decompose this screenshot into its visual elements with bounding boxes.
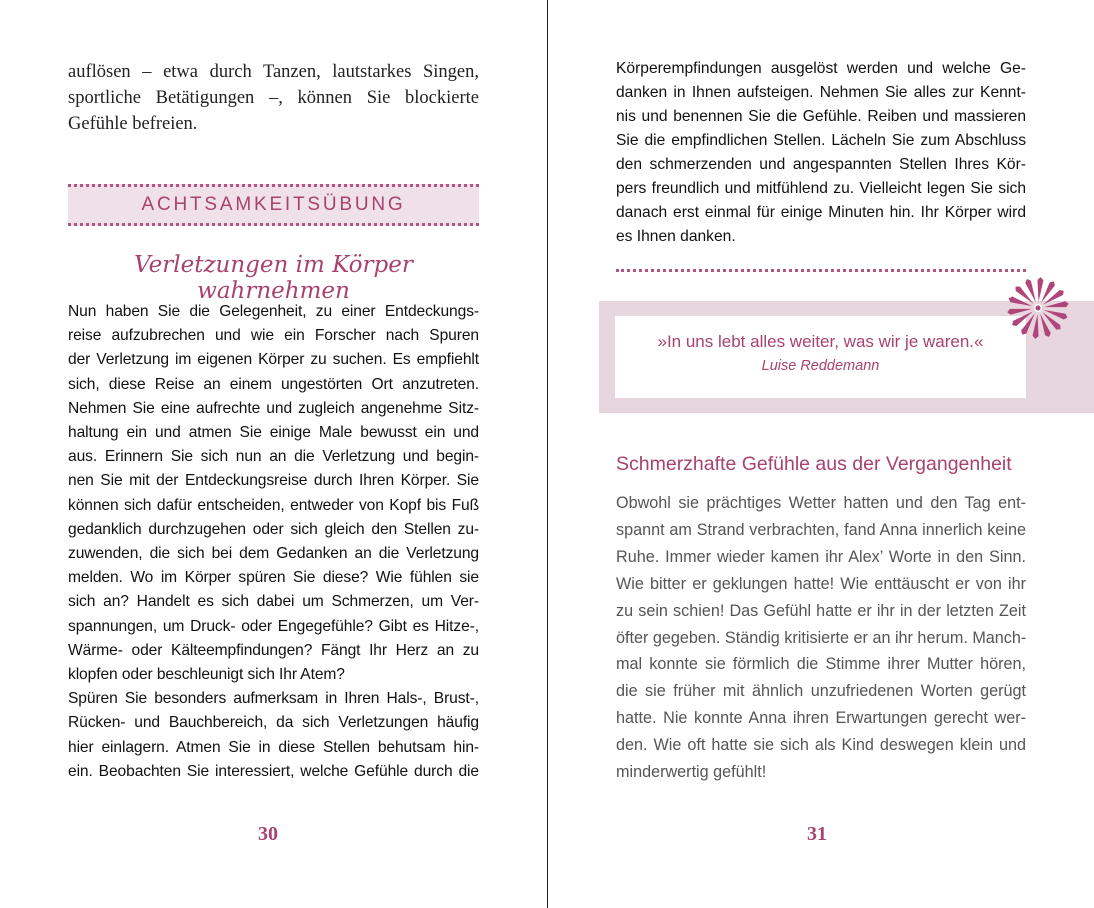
text-line: Obwohl sie prächtiges Wetter hatten und den Tag ent-	[616, 494, 1026, 512]
text-line: melden. Wo im Körper spüren Sie diese? Wie fühlen sie	[68, 569, 479, 587]
flower-icon	[1006, 276, 1070, 340]
text-line: danach erst einmal für einige Minuten hin. Ihr Körper wird	[616, 204, 1026, 221]
quote-text: »In uns lebt alles weiter, was wir je waren.«	[657, 332, 984, 351]
text-line: mal konnte sie förmlich die Stimme ihrer Mutter hören,	[616, 655, 1026, 674]
text-line: aus. Erinnern Sie sich nun an die Verletzung und begin-	[68, 448, 479, 466]
exercise-banner	[68, 184, 479, 226]
text-line: der Verletzung im eigenen Körper zu suchen. Es empfiehlt	[68, 351, 479, 369]
text-line: den schmerzenden und angespannten Stellen Ihres Kör-	[616, 156, 1026, 173]
text-line: die sie früher mit ähnlich unzufriedenen Worten gerügt	[616, 682, 1026, 701]
text-line: Nehmen Sie eine aufrechte und zugleich angenehme Sitz-	[68, 399, 479, 417]
text-line: zuwenden, die sich bei dem Gedanken an die Verletzung	[68, 545, 479, 562]
quote-box	[615, 316, 1026, 398]
page-number-left: 30	[258, 823, 278, 845]
text-line: gedanklich durchzugehen oder sich gleich den Stellen zu-	[68, 520, 479, 538]
section-title: Schmerzhafte Gefühle aus der Vergangenheit	[616, 453, 1012, 475]
text-line: hier einlagern. Atmen Sie in diese Stellen behutsam hin-	[68, 738, 479, 756]
text-line: pers freundlich und mitfühlend zu. Vielleicht legen Sie sich	[616, 180, 1026, 197]
text-line: auflösen – etwa durch Tanzen, lautstarkes Singen,	[68, 62, 479, 82]
text-line: danken in Ihnen aufsteigen. Nehmen Sie alles zur Kennt-	[616, 84, 1026, 101]
text-line: ein. Beobachten Sie interessiert, welche Gefühle durch die	[68, 762, 479, 780]
text-line: nis und benennen Sie die Gefühle. Reiben und massieren	[616, 108, 1026, 125]
text-line: Körperempfindungen ausgelöst werden und welche Ge-	[616, 60, 1026, 77]
text-line: zu sein schien! Das Gefühl hatte er ihr in der letzten Zeit	[616, 601, 1026, 620]
quote-author: Luise Reddemann	[761, 358, 880, 374]
text-line: minderwertig gefühlt!	[616, 763, 767, 781]
text-line: Wie bitter er geklungen hatte! Wie enttäuscht er von ihr	[616, 574, 1026, 593]
text-line: Gefühle befreien.	[68, 114, 198, 134]
text-line: Spüren Sie besonders aufmerksam in Ihren Hals-, Brust-,	[68, 690, 479, 708]
text-line: Sie die empfindlichen Stellen. Lächeln Sie zum Abschluss	[616, 132, 1026, 149]
text-line: klopfen oder beschleunigt sich Ihr Atem?	[68, 666, 345, 683]
dotted-divider	[616, 269, 1026, 272]
text-line: sportliche Betätigungen –, können Sie blockierte	[68, 88, 479, 108]
text-line: spannt am Strand verbrachten, fand Anna innerlich keine	[616, 520, 1026, 539]
text-line: nen Sie mit der Entdeckungsreise durch Ihren Körper. Sie	[68, 472, 479, 490]
text-line: sich an? Handelt es sich dabei um Schmerzen, um Ver-	[68, 593, 479, 611]
text-line: den. Wie oft hatte sie sich als Kind deswegen klein und	[616, 736, 1026, 755]
text-line: haltung ein und atmen Sie einige Male bewusst ein und	[68, 424, 479, 441]
text-line: spannungen, um Druck- oder Engegefühle? Gibt es Hitze-,	[68, 617, 479, 635]
book-spine	[547, 0, 548, 908]
page-number-right: 31	[807, 823, 827, 845]
banner-label: ACHTSAMKEITSÜBUNG	[141, 194, 406, 215]
text-line: reise aufzubrechen und wie ein Forscher nach Spuren	[68, 327, 479, 345]
text-line: Ruhe. Immer wieder kamen ihr Alex’ Worte in den Sinn.	[616, 547, 1026, 566]
text-line: können sich dafür entscheiden, entweder von Kopf bis Fuß	[68, 496, 479, 514]
exercise-title: Verletzungen im Körper wahrnehmen	[134, 252, 413, 304]
text-line: Rücken- und Bauchbereich, da sich Verletzungen häufig	[68, 714, 479, 732]
text-line: Nun haben Sie die Gelegenheit, zu einer Entdeckungs-	[68, 303, 479, 320]
text-line: hatte. Nie konnte Anna ihren Erwartungen gerecht wer-	[616, 709, 1026, 728]
text-line: Wärme- oder Kälteempfindungen? Fängt Ihr Herz an zu	[68, 641, 479, 659]
text-line: sich, diese Reise an einem ungestörten Ort anzutreten.	[68, 375, 479, 393]
text-line: öfter gegeben. Ständig kritisierte er an ihr herum. Manch-	[616, 628, 1027, 647]
text-line: es Ihnen danken.	[616, 228, 736, 245]
